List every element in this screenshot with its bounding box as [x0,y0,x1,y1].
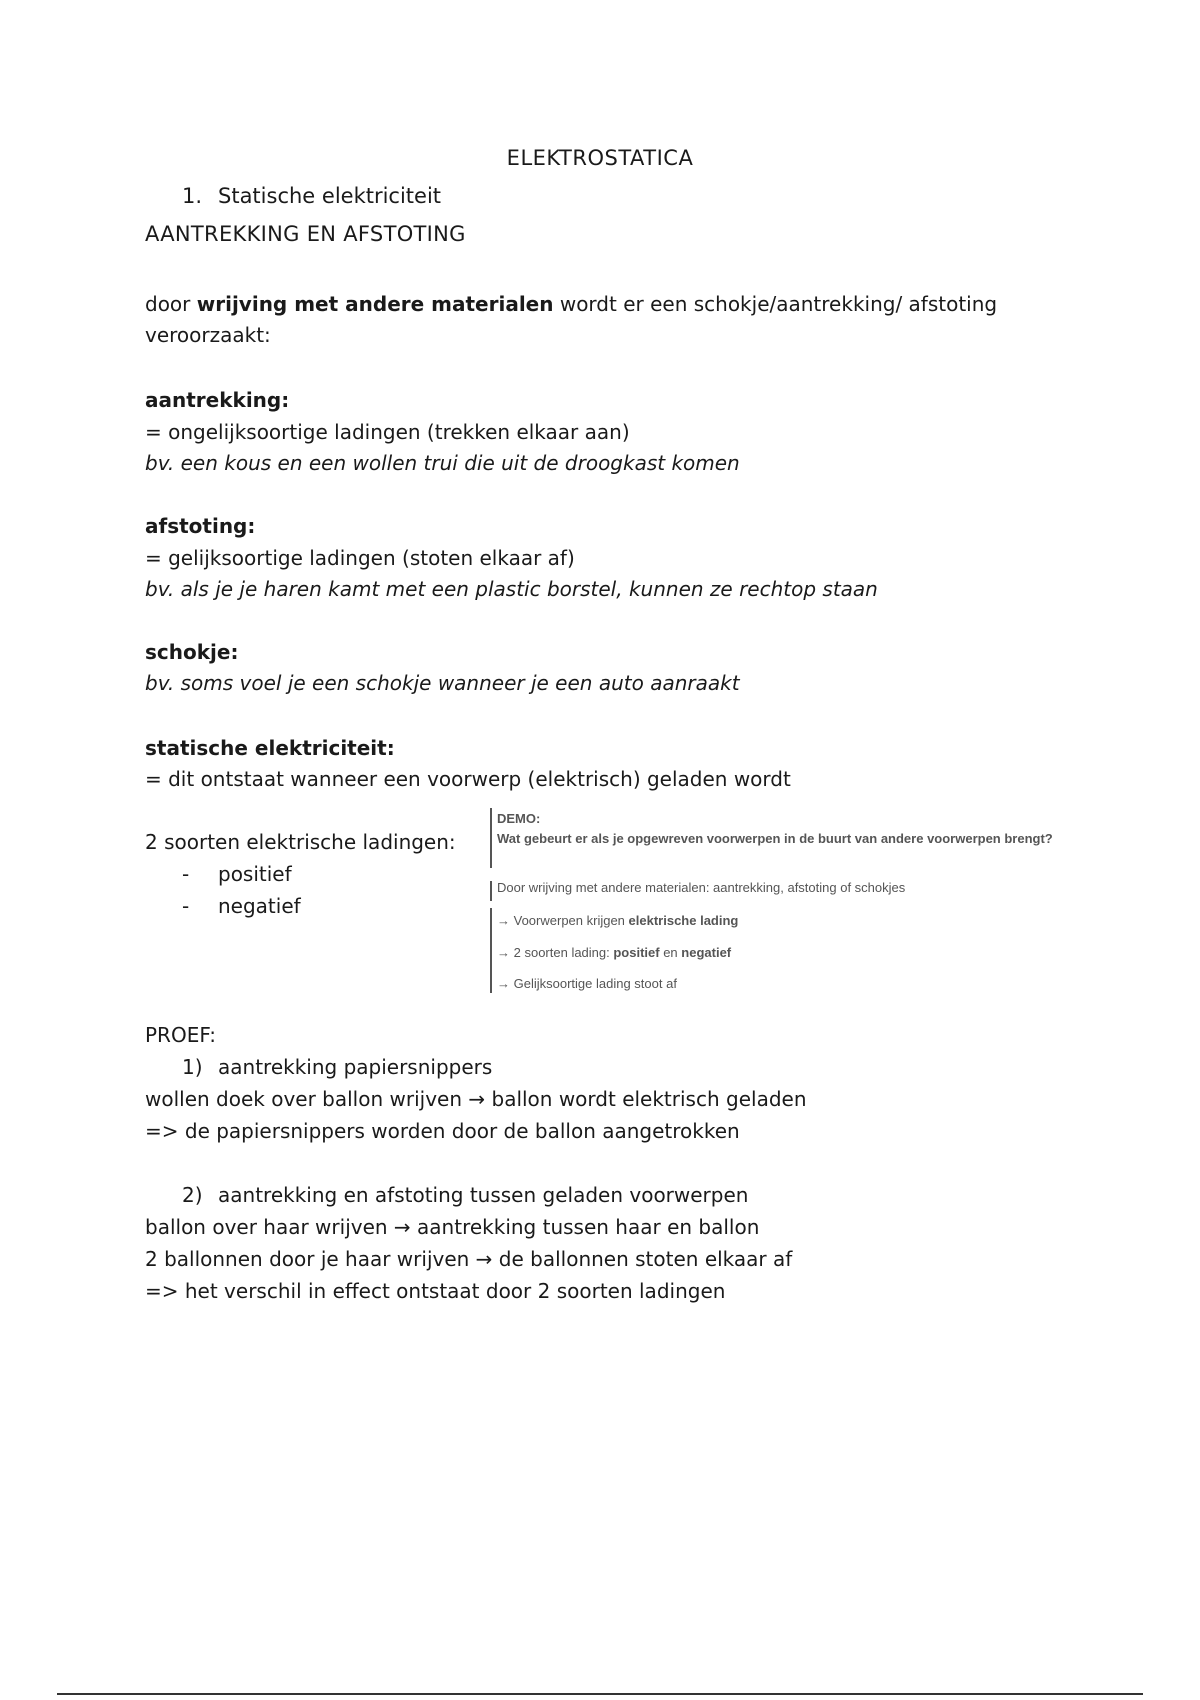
experiment-title-text: aantrekking en afstoting tussen geladen voorwerpen [218,1183,749,1207]
subheading: AANTREKKING EN AFSTOTING [145,222,466,246]
term-schokje: schokje: [145,640,239,664]
term-afstoting: afstoting: [145,514,256,538]
demo-text: Door wrijving met andere materialen: aantrekking, afstoting of schokjes [497,880,906,895]
intro-pre: door [145,292,197,316]
list-item [182,891,301,921]
definition-statische-elektriciteit: = dit ontstaat wanneer een voorwerp (elektrisch) geladen wordt [145,767,791,791]
definition-afstoting: = gelijksoortige ladingen (stoten elkaar af) [145,546,575,570]
demo-bar [490,808,492,868]
section-heading [182,184,441,208]
experiment-line: => de papiersnippers worden door de ballon aangetrokken [145,1119,740,1143]
arrow-icon: → [497,976,510,991]
demo-bar [490,881,492,901]
proef-heading: PROEF: [145,1023,217,1047]
example-aantrekking: bv. een kous en een wollen trui die uit de droogkast komen [145,451,740,475]
experiment-line: wollen doek over ballon wrijven → ballon wordt elektrisch geladen [145,1087,807,1111]
section-label: Statische elektriciteit [218,184,442,208]
experiment-line: => het verschil in effect ontstaat door 2 soorten ladingen [145,1279,726,1303]
experiment-title [182,1180,748,1210]
experiment-number: 2) [182,1183,203,1207]
experiment-line: ballon over haar wrijven → aantrekking tussen haar en ballon [145,1215,760,1239]
list-dash: - [182,894,190,918]
list-dash: - [182,862,190,886]
experiment-title [182,1052,492,1082]
demo-slide-image [490,808,1175,993]
demo-label: DEMO: [497,811,541,826]
demo-bar [490,908,492,993]
soorten-label: 2 soorten elektrische ladingen: [145,830,456,854]
term-aantrekking: aantrekking: [145,388,290,412]
arrow-icon: → [497,945,510,960]
experiment-title-text: aantrekking papiersnippers [218,1055,493,1079]
arrow-icon: → [497,913,510,928]
list-item-text: positief [218,862,292,886]
page-title: ELEKTROSTATICA [506,146,694,170]
term-statische-elektriciteit: statische elektriciteit: [145,736,395,760]
demo-bullet: → Voorwerpen krijgen elektrische lading [497,913,739,928]
intro-line-2: veroorzaakt: [145,323,271,347]
intro-bold: wrijving met andere materialen [196,292,554,316]
example-afstoting: bv. als je je haren kamt met een plastic borstel, kunnen ze rechtop staan [145,577,878,601]
bottom-rule [57,1693,1143,1695]
section-number: 1. [182,184,203,208]
experiment-number: 1) [182,1055,203,1079]
demo-question: Wat gebeurt er als je opgewreven voorwerpen in de buurt van andere voorwerpen brengt? [497,831,1053,846]
demo-bullet: → 2 soorten lading: positief en negatief [497,945,732,960]
intro-post: wordt er een schokje/aantrekking/ afstoting [553,292,998,316]
intro-line-1 [145,289,997,319]
definition-aantrekking: = ongelijksoortige ladingen (trekken elkaar aan) [145,420,630,444]
demo-bullet: → Gelijksoortige lading stoot af [497,976,677,991]
experiment-line: 2 ballonnen door je haar wrijven → de ballonnen stoten elkaar af [145,1247,793,1271]
list-item [182,859,292,889]
example-schokje: bv. soms voel je een schokje wanneer je een auto aanraakt [145,671,740,695]
list-item-text: negatief [218,894,301,918]
